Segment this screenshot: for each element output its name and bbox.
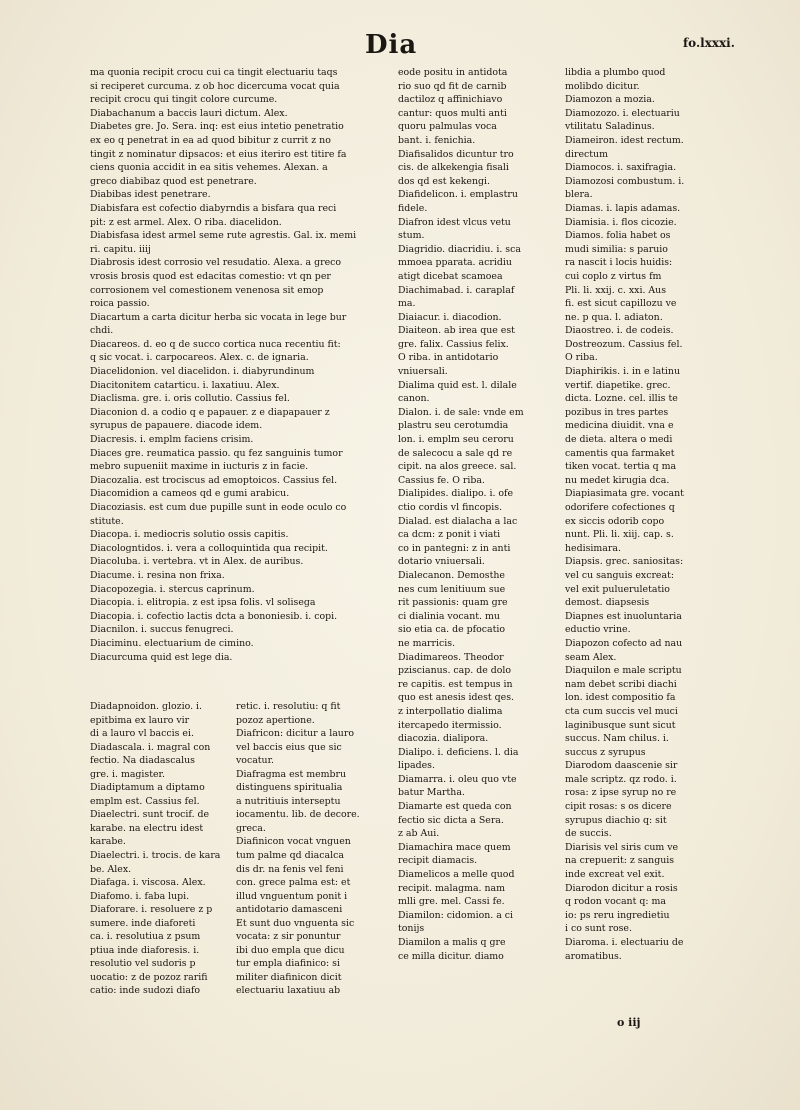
- page-heading: Dia: [365, 30, 418, 60]
- text-line: vel exit pulueruletatio: [565, 583, 670, 595]
- text-line: O riba.: [565, 352, 598, 364]
- text-line: Pli. li. xxij. c. xxi. Aus: [565, 284, 667, 296]
- text-line: Diafricon: dicitur a lauro: [236, 728, 354, 740]
- text-line: io: ps reru ingredietiu: [565, 909, 670, 921]
- text-line: seam Alex.: [565, 651, 617, 663]
- text-line: Diacoluba. i. vertebra. vt in Alex. de auribus.: [90, 556, 304, 568]
- text-line: recipit. malagma. nam: [398, 882, 506, 894]
- text-line: quoru palmulas voca: [398, 121, 497, 133]
- text-column-1: [90, 66, 382, 664]
- text-line: ma quonia recipit crocu cui ca tingit electuariu taqs: [90, 67, 338, 78]
- text-line: ex eo q penetrat in ea ad quod bibitur z currit z no: [90, 134, 331, 146]
- text-line: karabe.: [90, 836, 126, 848]
- text-line: Diacurcuma quid est lege dia.: [90, 651, 233, 663]
- text-line: Diacozalia. est trociscus ad emoptoicos. Cassius fel.: [90, 474, 338, 486]
- text-line: ri. capitu. iiij: [90, 243, 151, 255]
- text-line: Diapnes est inuoluntaria: [565, 610, 682, 622]
- text-line: Dialipo. i. deficiens. l. dia: [398, 746, 519, 758]
- text-line: Diamilon: cidomion. a ci: [398, 909, 514, 921]
- text-line: Diaciminu. electuarium de cimino.: [90, 637, 254, 649]
- text-line: mlli gre. mel. Cassi fe.: [398, 896, 505, 908]
- text-line: ce milla dicitur. diamo: [398, 950, 504, 962]
- text-line: Diamachira mace quem: [398, 841, 511, 853]
- text-line: fidele.: [398, 202, 428, 214]
- text-line: ra nascit i locis huidis:: [565, 257, 673, 269]
- text-line: mmoea pparata. acridiu: [398, 257, 512, 269]
- text-line: corrosionem vel comestionem venenosa sit emop: [90, 284, 324, 296]
- text-line: blera.: [565, 189, 593, 201]
- text-line: ca dcm: z ponit i viati: [398, 529, 501, 541]
- text-line: Diafisalidos dicuntur tro: [398, 148, 514, 160]
- text-line: sumere. inde diaforeti: [90, 917, 196, 929]
- text-line: dicta. Lozne. cel. illis te: [565, 393, 678, 405]
- text-line: rit passionis: quam gre: [398, 597, 508, 609]
- text-line: Diameiron. idest rectum.: [565, 134, 684, 146]
- text-line: directum: [565, 148, 608, 160]
- text-line: Diamozozo. i. electuariu: [565, 107, 680, 119]
- text-line: tiken vocat. tertia q ma: [565, 461, 677, 473]
- text-line: sio etia ca. de pfocatio: [398, 624, 506, 636]
- text-line: Diacoziasis. est cum due pupille sunt in eode oculo co: [90, 502, 347, 513]
- text-subcolumn-left: [90, 700, 226, 998]
- text-line: rosa: z ipse syrup no re: [565, 787, 677, 799]
- text-line: dactiloz q affinichiavo: [398, 94, 503, 106]
- text-line: Diapsis. grec. saniositas:: [565, 556, 684, 568]
- text-line: Diamilon a malis q gre: [398, 937, 506, 948]
- text-line: vniuersali.: [398, 366, 448, 378]
- text-line: Diaostreo. i. de codeis.: [565, 325, 674, 337]
- text-line: de salecocu a sale qd re: [398, 447, 513, 459]
- signature-mark: o iij: [617, 1016, 641, 1029]
- text-line: co in pantegni: z in anti: [398, 542, 511, 554]
- text-line: syrupus de papauere. diacode idem.: [90, 420, 263, 432]
- text-line: nam debet scribi diachi: [565, 678, 677, 690]
- text-line: recipit crocu qui tingit colore curcume.: [90, 94, 278, 106]
- text-line: inde excreat vel exit.: [565, 869, 665, 881]
- text-line: be. Alex.: [90, 863, 132, 875]
- text-line: epitbima ex lauro vir: [90, 714, 190, 726]
- text-line: pozibus in tres partes: [565, 406, 669, 418]
- text-line: Diacresis. i. emplm faciens crisim.: [90, 434, 254, 446]
- text-line: mudi similia: s paruio: [565, 243, 668, 255]
- text-line: eode positu in antidota: [398, 67, 508, 78]
- text-line: Diaroma. i. electuariu de: [565, 937, 684, 948]
- text-line: z ab Aui.: [398, 828, 440, 840]
- text-line: Diaquilon e male scriptu: [565, 665, 682, 677]
- text-line: uocatio: z de pozoz rarifi: [90, 971, 208, 983]
- text-line: Diabisfara est cofectio diabyrndis a bisfara qua reci: [90, 202, 337, 214]
- text-line: recipit diamacis.: [398, 855, 478, 867]
- text-line: Diabachanum a baccis lauri dictum. Alex.: [90, 107, 288, 119]
- text-line: nunt. Pli. li. xiij. cap. s.: [565, 529, 674, 541]
- text-line: Diaconion d. a codio q e papauer. z e diapapauer z: [90, 406, 330, 418]
- text-line: Dialima quid est. l. dilale: [398, 379, 517, 391]
- text-line: greca.: [236, 822, 266, 834]
- text-line: distinguens spiritualia: [236, 782, 343, 794]
- text-line: dotario vniuersali.: [398, 556, 485, 568]
- text-line: Diacitonitem catarticu. i. laxatiuu. Alex.: [90, 379, 280, 391]
- text-line: cantur: quos multi anti: [398, 107, 507, 119]
- text-line: di a lauro vl baccis ei.: [90, 728, 194, 740]
- text-line: camentis qua farmaket: [565, 447, 675, 459]
- text-line: canon.: [398, 393, 430, 405]
- text-line: Diadapnoidon. glozio. i.: [90, 701, 203, 712]
- text-line: militer diafinicon dicit: [236, 971, 342, 983]
- text-line: Dialecanon. Demosthe: [398, 569, 505, 581]
- text-line: Diabrosis idest corrosio vel resudatio. Alexa. a greco: [90, 257, 342, 269]
- text-line: medicina diuidit. vna e: [565, 420, 674, 432]
- text-line: tum palme qd diacalca: [236, 850, 344, 862]
- text-line: succus. Nam chilus. i.: [565, 733, 669, 745]
- text-line: itercapedo itermissio.: [398, 719, 502, 731]
- text-line: Diacartum a carta dicitur herba sic vocata in lege bur: [90, 311, 347, 323]
- text-line: greco diabibaz quod est penetrare.: [90, 175, 257, 187]
- text-line: Dialipides. dialipo. i. ofe: [398, 488, 514, 500]
- text-line: Diacomidion a cameos qd e gumi arabicu.: [90, 488, 290, 500]
- text-line: Diapozon cofecto ad nau: [565, 637, 683, 649]
- text-line: de dieta. altera o medi: [565, 434, 673, 446]
- text-line: iocamentu. lib. de decore.: [236, 809, 360, 821]
- text-column-2: [398, 66, 556, 963]
- text-line: Diacopozegia. i. stercus caprinum.: [90, 583, 255, 595]
- text-line: batur Martha.: [398, 787, 465, 799]
- text-line: Diadascala. i. magral con: [90, 741, 211, 753]
- text-line: pozoz apertione.: [236, 714, 315, 726]
- text-line: Diamarra. i. oleu quo vte: [398, 773, 517, 785]
- text-line: Diamos. folia habet os: [565, 230, 671, 242]
- text-line: Diaelectri. i. trocis. de kara: [90, 850, 221, 862]
- text-line: gre. i. magister.: [90, 768, 165, 780]
- text-line: lipades.: [398, 760, 435, 772]
- text-line: ptiua inde diaforesis. i.: [90, 944, 200, 956]
- text-line: molibdo dicitur.: [565, 80, 640, 92]
- text-line: tonijs: [398, 923, 425, 935]
- text-line: dis dr. na fenis vel feni: [236, 863, 344, 875]
- text-line: roica passio.: [90, 298, 150, 310]
- text-line: retic. i. resolutiu: q fit: [236, 701, 341, 712]
- text-line: cipit rosas: s os dicere: [565, 801, 672, 813]
- text-line: vtilitatu Saladinus.: [565, 121, 655, 133]
- text-line: Diafron idest vlcus vetu: [398, 216, 511, 228]
- text-line: Diacopia. i. elitropia. z est ipsa folis. vl solisega: [90, 597, 316, 609]
- text-line: Diarodom daascenie sir: [565, 760, 678, 772]
- text-line: si reciperet curcuma. z ob hoc dicercuma vocat quia: [90, 80, 340, 92]
- text-line: mebro supueniit maxime in iucturis z in facie.: [90, 461, 309, 473]
- text-line: Diacareos. d. eo q de succo cortica nuca recentiu fit:: [90, 338, 341, 350]
- text-line: Dostreozum. Cassius fel.: [565, 338, 683, 350]
- text-line: Diapiasimata gre. vocant: [565, 488, 684, 500]
- text-line: catio: inde sudozi diafo: [90, 985, 201, 997]
- text-line: resolutio vel sudoris p: [90, 958, 196, 970]
- text-line: cta cum succis vel muci: [565, 705, 678, 717]
- text-line: Diamelicos a melle quod: [398, 869, 515, 881]
- text-line: tur empla diafinico: si: [236, 958, 340, 970]
- text-line: dos qd est kekengi.: [398, 175, 491, 187]
- text-line: vertif. diapetike. grec.: [565, 379, 671, 391]
- text-line: Diabetes gre. Jo. Sera. inq: est eius intetio penetratio: [90, 121, 344, 133]
- text-line: succus z syrupus: [565, 746, 646, 758]
- text-line: libdia a plumbo quod: [565, 67, 666, 78]
- text-line: male scriptz. qz rodo. i.: [565, 773, 677, 785]
- text-line: cipit. na alos greece. sal.: [398, 461, 517, 473]
- text-line: Dialad. est dialacha a lac: [398, 515, 518, 527]
- text-line: i co sunt rose.: [565, 923, 632, 935]
- text-line: Dialon. i. de sale: vnde em: [398, 406, 524, 418]
- text-line: re capitis. est tempus in: [398, 678, 513, 690]
- text-line: Diaiacur. i. diacodion.: [398, 311, 502, 323]
- text-line: vrosis brosis quod est edacitas comestio: vt qn per: [90, 270, 331, 282]
- text-line: Diafinicon vocat vnguen: [236, 836, 351, 848]
- text-line: lon. idest compositio fa: [565, 692, 676, 704]
- text-line: rio suo qd fit de carnib: [398, 80, 507, 92]
- text-line: Et sunt duo vnguenta sic: [236, 917, 355, 929]
- text-line: Diafaga. i. viscosa. Alex.: [90, 877, 206, 889]
- text-line: odorifere cofectiones q: [565, 502, 675, 513]
- text-line: Diaclisma. gre. i. oris collutio. Cassius fel.: [90, 393, 290, 405]
- text-line: atigt dicebat scamoea: [398, 270, 503, 282]
- text-line: Diafragma est membru: [236, 768, 347, 780]
- text-line: z interpollatio dialima: [398, 705, 503, 717]
- text-line: Diabisfasa idest armel seme rute agrestis. Gal. ix. memi: [90, 230, 357, 242]
- text-line: emplm est. Cassius fel.: [90, 795, 200, 807]
- text-line: illud vnguentum ponit i: [236, 890, 348, 902]
- text-line: Diabibas idest penetrare.: [90, 189, 211, 201]
- text-line: vocatur.: [236, 755, 275, 767]
- text-line: Diaphirikis. i. in e latinu: [565, 366, 681, 378]
- text-line: gre. falix. Cassius felix.: [398, 338, 509, 350]
- text-line: antidotario damasceni: [236, 904, 343, 916]
- text-line: ne. p qua. l. adiaton.: [565, 311, 663, 323]
- text-line: aromatibus.: [565, 950, 622, 962]
- text-line: Diagridio. diacridiu. i. sca: [398, 243, 521, 255]
- text-line: karabe. na electru idest: [90, 822, 204, 834]
- text-line: cui coplo z virtus fm: [565, 270, 662, 282]
- text-line: Diaiteon. ab irea que est: [398, 325, 515, 337]
- text-line: vel baccis eius que sic: [236, 741, 342, 753]
- text-line: hedisimara.: [565, 542, 621, 554]
- text-line: stum.: [398, 230, 425, 242]
- text-line: Diamocos. i. saxifragia.: [565, 162, 677, 174]
- text-line: vocata: z sir ponuntur: [236, 931, 341, 943]
- text-line: Diacopa. i. mediocris solutio ossis capitis.: [90, 529, 289, 541]
- text-line: ci dialinia vocant. mu: [398, 610, 500, 622]
- text-line: nu medet kirugia dca.: [565, 474, 670, 486]
- text-subcolumn-right: [236, 700, 372, 998]
- text-line: q rodon vocant q: ma: [565, 896, 666, 908]
- text-line: pziscianus. cap. de dolo: [398, 665, 512, 677]
- text-line: bant. i. fenichia.: [398, 134, 476, 146]
- text-line: nes cum lenitiuum sue: [398, 583, 506, 595]
- text-line: Diamarte est queda con: [398, 801, 512, 813]
- text-line: Diafidelicon. i. emplastru: [398, 189, 518, 201]
- text-line: a nutritiuis interseptu: [236, 795, 341, 807]
- text-line: Diadiptamum a diptamo: [90, 782, 205, 794]
- text-line: quo est anesis idest qes.: [398, 692, 514, 704]
- text-line: Diacnilon. i. succus fenugreci.: [90, 624, 234, 636]
- text-line: Diacelidonion. vel diacelidon. i. diabyrundinum: [90, 366, 315, 378]
- text-line: ne marricis.: [398, 637, 456, 649]
- text-line: Diacume. i. resina non frixa.: [90, 569, 225, 581]
- folio-number: fo.lxxxi.: [683, 36, 735, 50]
- text-line: Diadimareos. Theodor: [398, 651, 504, 663]
- text-line: fectio sic dicta a Sera.: [398, 814, 504, 826]
- text-line: ibi duo empla que dicu: [236, 944, 345, 956]
- text-line: ca. i. resolutiua z psum: [90, 931, 201, 943]
- text-line: na crepuerit: z sanguis: [565, 855, 675, 867]
- text-line: electuariu laxatiuu ab: [236, 985, 341, 997]
- text-line: Diamas. i. lapis adamas.: [565, 202, 681, 214]
- text-line: Diaces gre. reumatica passio. qu fez sanguinis tumor: [90, 447, 343, 459]
- text-line: vel cu sanguis excreat:: [565, 569, 674, 581]
- text-line: Diaforare. i. resoluere z p: [90, 904, 213, 916]
- text-column-3: [565, 66, 715, 963]
- text-line: Diachimabad. i. caraplaf: [398, 284, 515, 296]
- text-line: syrupus diachio q: sit: [565, 814, 667, 826]
- text-line: q sic vocat. i. carpocareos. Alex. c. de ignaria.: [90, 352, 309, 364]
- text-line: diacozia. dialipora.: [398, 733, 489, 745]
- text-line: O riba. in antidotario: [398, 352, 499, 364]
- text-line: ciens quonia accidit in ea sitis vehemes. Alexan. a: [90, 162, 328, 174]
- text-line: Diaelectri. sunt trocif. de: [90, 809, 210, 821]
- text-line: ma.: [398, 298, 416, 310]
- text-line: cis. de alkekengia fisali: [398, 162, 509, 174]
- text-line: ex siccis odorib copo: [565, 515, 665, 527]
- text-line: lon. i. emplm seu ceroru: [398, 434, 514, 446]
- text-line: fi. est sicut capillozu ve: [565, 298, 677, 310]
- text-line: demost. diapsesis: [565, 597, 650, 609]
- text-line: Cassius fe. O riba.: [398, 474, 485, 486]
- text-line: chdi.: [90, 325, 114, 337]
- text-line: Diafomo. i. faba lupi.: [90, 890, 190, 902]
- text-line: fectio. Na diadascalus: [90, 755, 195, 767]
- text-line: Diamozosi combustum. i.: [565, 175, 685, 187]
- text-line: ctio cordis vl fincopis.: [398, 502, 503, 513]
- text-line: eductio vrine.: [565, 624, 631, 636]
- text-line: con. grece palma est: et: [236, 877, 351, 889]
- text-line: de succis.: [565, 828, 612, 840]
- text-line: stitute.: [90, 515, 124, 527]
- text-line: Diarodon dicitur a rosis: [565, 882, 678, 894]
- text-line: Diarisis vel siris cum ve: [565, 841, 679, 853]
- text-line: plastru seu cerotumdia: [398, 420, 509, 432]
- text-line: Diamozon a mozia.: [565, 94, 655, 106]
- text-line: laginibusque sunt sicut: [565, 719, 676, 731]
- text-line: Diamisia. i. flos cicozie.: [565, 216, 677, 228]
- text-line: tingit z nominatur dipsacos: et eius iteriro est titire fa: [90, 148, 347, 160]
- text-line: pit: z est armel. Alex. O riba. diacelidon.: [90, 216, 282, 228]
- text-line: Diacologntidos. i. vera a colloquintida qua recipit.: [90, 542, 328, 554]
- text-line: Diacopia. i. cofectio lactis dcta a bononiesib. i. copi.: [90, 610, 338, 622]
